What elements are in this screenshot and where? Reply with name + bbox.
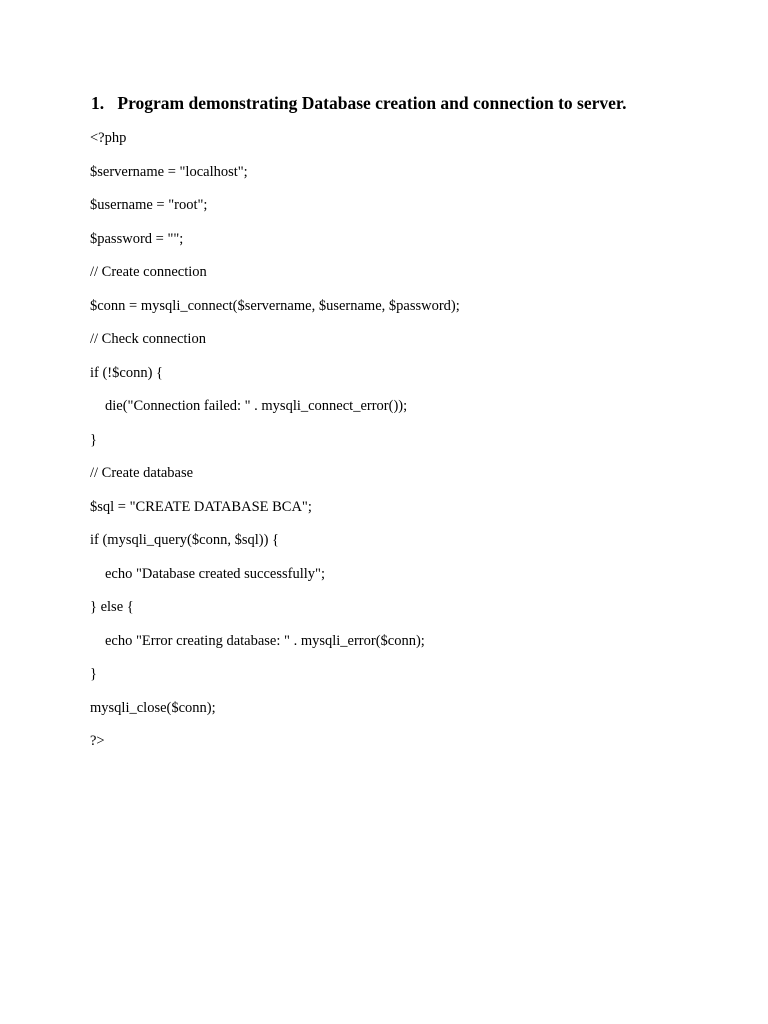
code-line: $sql = "CREATE DATABASE BCA"; xyxy=(90,498,312,515)
code-listing xyxy=(90,128,460,765)
code-line: mysqli_close($conn); xyxy=(90,699,216,716)
code-line: } xyxy=(90,666,97,682)
section-heading xyxy=(91,92,626,114)
code-line: <?php xyxy=(90,130,127,146)
code-line: } else { xyxy=(90,599,134,615)
code-line: $password = ""; xyxy=(90,230,184,247)
code-line: // Create connection xyxy=(90,264,207,280)
code-line: $conn = mysqli_connect($servername, $username, $password); xyxy=(90,297,460,314)
code-line: ?> xyxy=(90,733,105,749)
code-line: // Check connection xyxy=(90,331,206,347)
code-line: // Create database xyxy=(90,465,194,481)
code-line: } xyxy=(90,431,97,448)
code-line: echo "Database created successfully"; xyxy=(105,565,325,582)
code-line: $servername = "localhost"; xyxy=(90,163,248,180)
code-line: if (!$conn) { xyxy=(90,364,163,381)
section-title: Program demonstrating Database creation and connection to server. xyxy=(117,93,627,113)
code-line: $username = "root"; xyxy=(90,197,208,213)
code-line: if (mysqli_query($conn, $sql)) { xyxy=(90,532,279,548)
code-line: echo "Error creating database: " . mysqli_error($conn); xyxy=(105,632,425,649)
code-line: die("Connection failed: " . mysqli_connect_error()); xyxy=(105,398,408,414)
section-number: 1. xyxy=(91,93,105,113)
